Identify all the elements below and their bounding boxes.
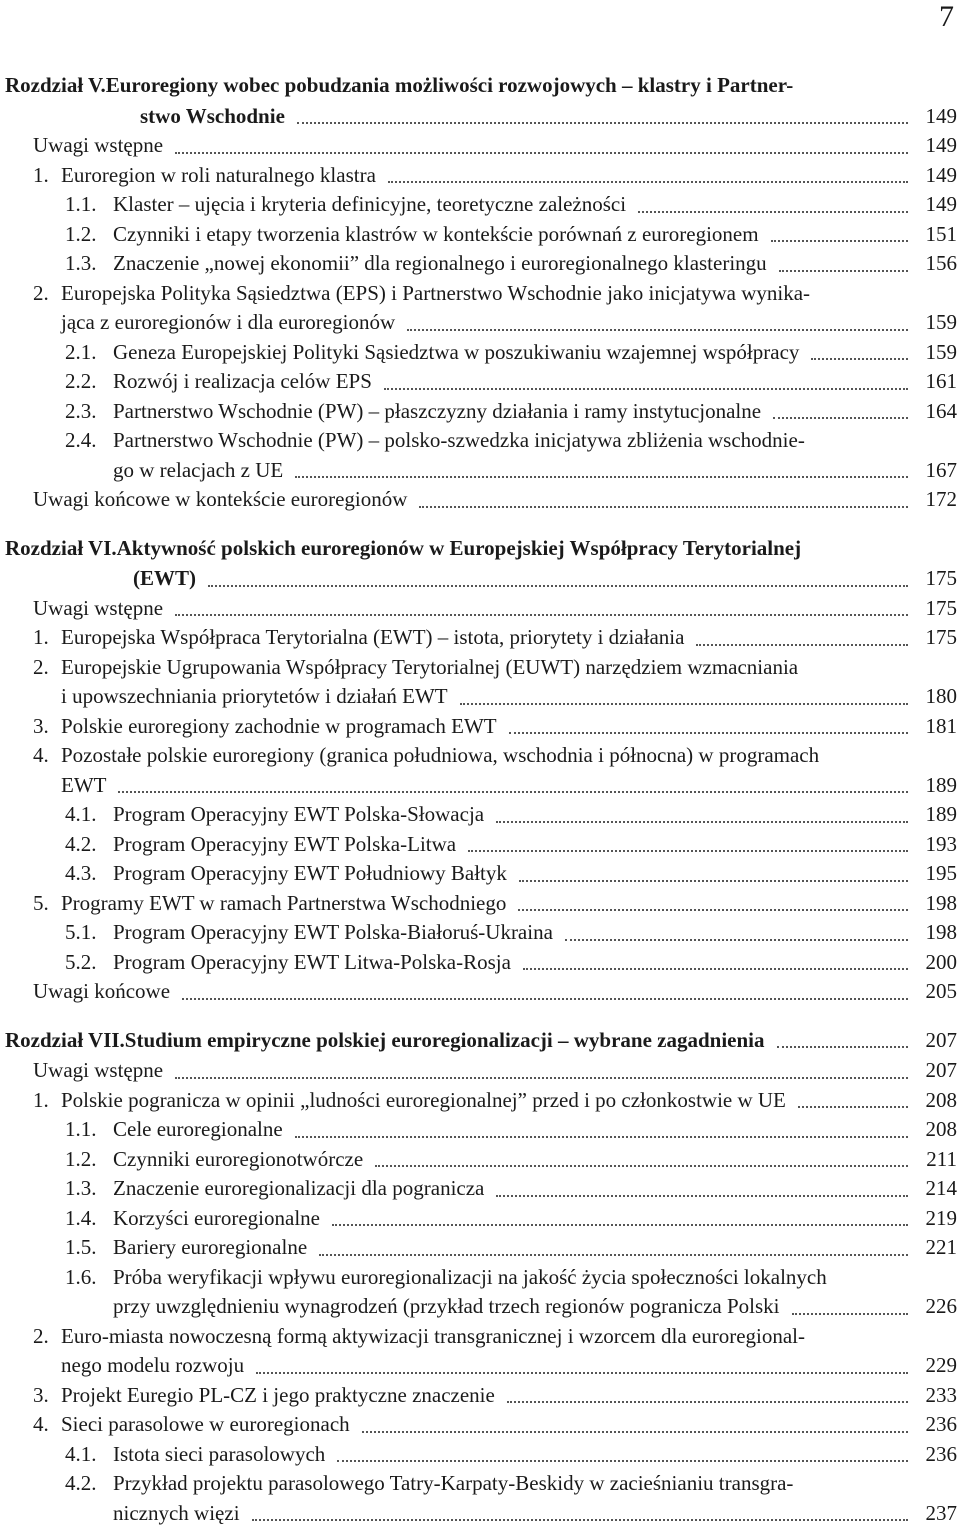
leader-dots xyxy=(375,1165,908,1167)
entry-number: 1.3. xyxy=(65,1174,113,1204)
leader-dots xyxy=(460,703,908,705)
toc-line xyxy=(5,859,957,889)
leader-dots xyxy=(319,1254,908,1256)
toc-line xyxy=(5,1322,957,1352)
entry-title: Znaczenie euroregionalizacji dla pogranicza xyxy=(113,1174,484,1204)
page-ref: 172 xyxy=(917,485,957,515)
page-ref: 156 xyxy=(917,249,957,279)
chapter-label: Rozdział V. xyxy=(5,71,106,101)
entry-number: 1.6. xyxy=(65,1263,113,1293)
entry-title: Polskie pogranicza w opinii „ludności euroregionalnej” przed i po członkostwie w UE xyxy=(61,1086,786,1116)
toc-line xyxy=(5,1469,957,1499)
toc-line xyxy=(5,426,957,456)
section-gap xyxy=(5,515,957,534)
entry-title: Próba weryfikacji wpływu euroregionalizacji na jakość życia społeczności lokalnych xyxy=(113,1263,827,1293)
page-ref: 175 xyxy=(917,623,957,653)
toc-line xyxy=(5,397,957,427)
leader-dots xyxy=(295,1136,908,1138)
leader-dots xyxy=(332,1224,908,1226)
toc-line xyxy=(5,712,957,742)
chapter-label: Rozdział VI. xyxy=(5,534,117,564)
entry-title: Partnerstwo Wschodnie (PW) – płaszczyzny działania i ramy instytucjonalne xyxy=(113,397,761,427)
entry-number: 1. xyxy=(33,1086,61,1116)
leader-dots xyxy=(252,1519,908,1521)
page-ref: 205 xyxy=(917,977,957,1007)
leader-dots xyxy=(519,880,908,882)
leader-dots xyxy=(384,388,908,390)
entry-title: Bariery euroregionalne xyxy=(113,1233,307,1263)
page-ref: 208 xyxy=(917,1086,957,1116)
toc-line xyxy=(5,1440,957,1470)
toc-line xyxy=(5,800,957,830)
entry-title: Europejskie Ugrupowania Współpracy Terytorialnej (EUWT) narzędziem wzmacniania xyxy=(61,653,798,683)
leader-dots xyxy=(175,1077,908,1079)
leader-dots xyxy=(496,1195,908,1197)
page-ref: 211 xyxy=(917,1145,957,1175)
page-ref: 198 xyxy=(917,889,957,919)
entry-number: 2.2. xyxy=(65,367,113,397)
page-ref: 164 xyxy=(917,397,957,427)
entry-title-cont: przy uwzględnieniu wynagrodzeń (przykład trzech regionów pogranicza Polski xyxy=(113,1292,780,1322)
page-ref: 175 xyxy=(917,594,957,624)
leader-dots xyxy=(337,1460,908,1462)
toc-line xyxy=(5,918,957,948)
leader-dots xyxy=(175,152,908,154)
entry-number: 2. xyxy=(33,279,61,309)
entry-title: Programy EWT w ramach Partnerstwa Wschodniego xyxy=(61,889,506,919)
entry-title: Istota sieci parasolowych xyxy=(113,1440,325,1470)
entry-title: Polskie euroregiony zachodnie w programach EWT xyxy=(61,712,497,742)
entry-title: Projekt Euregio PL-CZ i jego praktyczne znaczenie xyxy=(61,1381,495,1411)
entry-title: Program Operacyjny EWT Polska-Słowacja xyxy=(113,800,484,830)
entry-number: 3. xyxy=(33,1381,61,1411)
page-ref: 221 xyxy=(917,1233,957,1263)
leader-dots xyxy=(509,732,908,734)
entry-number: 2.1. xyxy=(65,338,113,368)
page-ref: 214 xyxy=(917,1174,957,1204)
section-gap xyxy=(5,1007,957,1026)
entry-number: 4.3. xyxy=(65,859,113,889)
page-ref: 175 xyxy=(917,564,957,594)
toc-line xyxy=(5,889,957,919)
leader-dots xyxy=(638,211,908,213)
toc-line xyxy=(5,1263,957,1293)
entry-number: 1.4. xyxy=(65,1204,113,1234)
page-ref: 181 xyxy=(917,712,957,742)
leader-dots xyxy=(773,417,908,419)
entry-title: Cele euroregionalne xyxy=(113,1115,283,1145)
page-ref: 189 xyxy=(917,800,957,830)
entry-title: Uwagi wstępne xyxy=(33,594,163,624)
entry-title: Czynniki euroregionotwórcze xyxy=(113,1145,363,1175)
toc-line xyxy=(5,948,957,978)
page-ref: 193 xyxy=(917,830,957,860)
table-of-contents xyxy=(5,71,957,1528)
entry-title: Rozwój i realizacja celów EPS xyxy=(113,367,372,397)
entry-title: Uwagi wstępne xyxy=(33,131,163,161)
page-ref: 207 xyxy=(917,1056,957,1086)
leader-dots xyxy=(388,181,908,183)
entry-title: Europejska Współpraca Terytorialna (EWT) – istota, priorytety i działania xyxy=(61,623,684,653)
entry-title: Partnerstwo Wschodnie (PW) – polsko-szwedzka inicjatywa zbliżenia wschodnie- xyxy=(113,426,805,456)
entry-title: Program Operacyjny EWT Polska-Litwa xyxy=(113,830,456,860)
toc-line xyxy=(5,534,957,564)
toc-line xyxy=(5,1115,957,1145)
toc-line xyxy=(5,1204,957,1234)
leader-dots xyxy=(208,585,908,587)
toc-line xyxy=(5,1174,957,1204)
page-ref: 189 xyxy=(917,771,957,801)
page-ref: 226 xyxy=(917,1292,957,1322)
leader-dots xyxy=(811,358,908,360)
entry-title: Pozostałe polskie euroregiony (granica południowa, wschodnia i północna) w programach xyxy=(61,741,819,771)
toc-line xyxy=(5,131,957,161)
toc-line xyxy=(5,1292,957,1322)
leader-dots xyxy=(256,1372,908,1374)
entry-title: Korzyści euroregionalne xyxy=(113,1204,320,1234)
entry-number: 1.3. xyxy=(65,249,113,279)
leader-dots xyxy=(779,270,908,272)
page-ref: 219 xyxy=(917,1204,957,1234)
chapter-title-cont: stwo Wschodnie xyxy=(140,102,285,132)
page-ref: 236 xyxy=(917,1410,957,1440)
entry-number: 4.1. xyxy=(65,1440,113,1470)
entry-title: Znaczenie „nowej ekonomii” dla regionalnego i euroregionalnego klasteringu xyxy=(113,249,767,279)
page-ref: 149 xyxy=(917,131,957,161)
leader-dots xyxy=(182,998,908,1000)
toc-line xyxy=(5,71,957,101)
toc-line xyxy=(5,741,957,771)
page-ref: 233 xyxy=(917,1381,957,1411)
toc-line xyxy=(5,485,957,515)
leader-dots xyxy=(777,1046,908,1048)
entry-number: 4.2. xyxy=(65,1469,113,1499)
chapter-label: Rozdział VII. xyxy=(5,1026,125,1056)
page-ref: 195 xyxy=(917,859,957,889)
chapter-title: Euroregiony wobec pobudzania możliwości rozwojowych – klastry i Partner- xyxy=(106,71,794,101)
entry-title: Program Operacyjny EWT Litwa-Polska-Rosja xyxy=(113,948,511,978)
leader-dots xyxy=(518,909,908,911)
toc-line xyxy=(5,682,957,712)
entry-number: 4.2. xyxy=(65,830,113,860)
leader-dots xyxy=(771,240,908,242)
toc-line xyxy=(5,249,957,279)
entry-title: Uwagi wstępne xyxy=(33,1056,163,1086)
entry-title: Czynniki i etapy tworzenia klastrów w kontekście porównań z euroregionem xyxy=(113,220,759,250)
toc-line xyxy=(5,771,957,801)
entry-title-cont: jąca z euroregionów i dla euroregionów xyxy=(61,308,395,338)
toc-line xyxy=(5,977,957,1007)
entry-number: 1.1. xyxy=(65,1115,113,1145)
entry-title: Program Operacyjny EWT Polska-Białoruś-Ukraina xyxy=(113,918,553,948)
leader-dots xyxy=(792,1313,908,1315)
toc-line xyxy=(5,308,957,338)
page-ref: 151 xyxy=(917,220,957,250)
toc-line xyxy=(5,338,957,368)
leader-dots xyxy=(798,1106,908,1108)
entry-title-cont: nicznych więzi xyxy=(113,1499,240,1528)
page-ref: 167 xyxy=(917,456,957,486)
entry-title: Uwagi końcowe w kontekście euroregionów xyxy=(33,485,407,515)
entry-number: 5.2. xyxy=(65,948,113,978)
entry-number: 4.1. xyxy=(65,800,113,830)
toc-line xyxy=(5,653,957,683)
entry-number: 2.4. xyxy=(65,426,113,456)
entry-number: 5.1. xyxy=(65,918,113,948)
entry-number: 1.2. xyxy=(65,220,113,250)
toc-line xyxy=(5,1381,957,1411)
entry-number: 2.3. xyxy=(65,397,113,427)
leader-dots xyxy=(419,506,908,508)
toc-line xyxy=(5,1351,957,1381)
page-ref: 208 xyxy=(917,1115,957,1145)
page-ref: 236 xyxy=(917,1440,957,1470)
chapter-title: Aktywność polskich euroregionów w Europejskiej Współpracy Terytorialnej xyxy=(117,534,802,564)
page-ref: 159 xyxy=(917,338,957,368)
leader-dots xyxy=(175,614,908,616)
leader-dots xyxy=(507,1401,908,1403)
toc-line xyxy=(5,161,957,191)
leader-dots xyxy=(407,329,908,331)
entry-number: 1.5. xyxy=(65,1233,113,1263)
toc-line xyxy=(5,564,957,594)
toc-line xyxy=(5,1499,957,1528)
toc-line xyxy=(5,1410,957,1440)
toc-line xyxy=(5,1056,957,1086)
entry-number: 1.2. xyxy=(65,1145,113,1175)
page-ref: 149 xyxy=(917,102,957,132)
entry-number: 3. xyxy=(33,712,61,742)
entry-number: 2. xyxy=(33,653,61,683)
entry-title-cont: nego modelu rozwoju xyxy=(61,1351,244,1381)
page-ref: 200 xyxy=(917,948,957,978)
entry-title: Europejska Polityka Sąsiedztwa (EPS) i Partnerstwo Wschodnie jako inicjatywa wynika- xyxy=(61,279,810,309)
toc-line xyxy=(5,623,957,653)
page-ref: 159 xyxy=(917,308,957,338)
chapter-title: Studium empiryczne polskiej euroregionalizacji – wybrane zagadnienia xyxy=(125,1026,765,1056)
entry-title-cont: i upowszechniania priorytetów i działań EWT xyxy=(61,682,448,712)
entry-number: 1.1. xyxy=(65,190,113,220)
leader-dots xyxy=(523,968,908,970)
page-ref: 149 xyxy=(917,190,957,220)
page-ref: 149 xyxy=(917,161,957,191)
leader-dots xyxy=(565,939,908,941)
toc-line xyxy=(5,190,957,220)
entry-title: Uwagi końcowe xyxy=(33,977,170,1007)
page-ref: 207 xyxy=(917,1026,957,1056)
entry-title: Euro-miasta nowoczesną formą aktywizacji transgranicznej i wzorcem dla euroregional- xyxy=(61,1322,805,1352)
entry-title: Euroregion w roli naturalnego klastra xyxy=(61,161,376,191)
leader-dots xyxy=(362,1431,908,1433)
entry-title: Geneza Europejskiej Polityki Sąsiedztwa w poszukiwaniu wzajemnej współpracy xyxy=(113,338,799,368)
leader-dots xyxy=(297,122,908,124)
page-number: 7 xyxy=(939,0,954,34)
entry-title: Przykład projektu parasolowego Tatry-Karpaty-Beskidy w zacieśnianiu transgra- xyxy=(113,1469,793,1499)
entry-title-cont: EWT xyxy=(61,771,106,801)
entry-number: 1. xyxy=(33,161,61,191)
entry-title-cont: go w relacjach z UE xyxy=(113,456,283,486)
entry-number: 2. xyxy=(33,1322,61,1352)
entry-title: Sieci parasolowe w euroregionach xyxy=(61,1410,350,1440)
leader-dots xyxy=(295,476,908,478)
toc-line xyxy=(5,1026,957,1056)
toc-line xyxy=(5,220,957,250)
entry-number: 4. xyxy=(33,741,61,771)
toc-line xyxy=(5,1145,957,1175)
page-ref: 198 xyxy=(917,918,957,948)
toc-line xyxy=(5,1086,957,1116)
page-ref: 180 xyxy=(917,682,957,712)
leader-dots xyxy=(468,850,908,852)
toc-line xyxy=(5,830,957,860)
chapter-title-cont: (EWT) xyxy=(133,564,196,594)
toc-line xyxy=(5,279,957,309)
page-ref: 161 xyxy=(917,367,957,397)
toc-line xyxy=(5,1233,957,1263)
toc-line xyxy=(5,594,957,624)
toc-line xyxy=(5,102,957,132)
page-ref: 237 xyxy=(917,1499,957,1528)
leader-dots xyxy=(118,791,908,793)
entry-title: Klaster – ujęcia i kryteria definicyjne, teoretyczne zależności xyxy=(113,190,626,220)
page-ref: 229 xyxy=(917,1351,957,1381)
toc-line xyxy=(5,456,957,486)
entry-title: Program Operacyjny EWT Południowy Bałtyk xyxy=(113,859,507,889)
leader-dots xyxy=(496,821,908,823)
entry-number: 4. xyxy=(33,1410,61,1440)
entry-number: 5. xyxy=(33,889,61,919)
leader-dots xyxy=(696,644,908,646)
toc-line xyxy=(5,367,957,397)
entry-number: 1. xyxy=(33,623,61,653)
